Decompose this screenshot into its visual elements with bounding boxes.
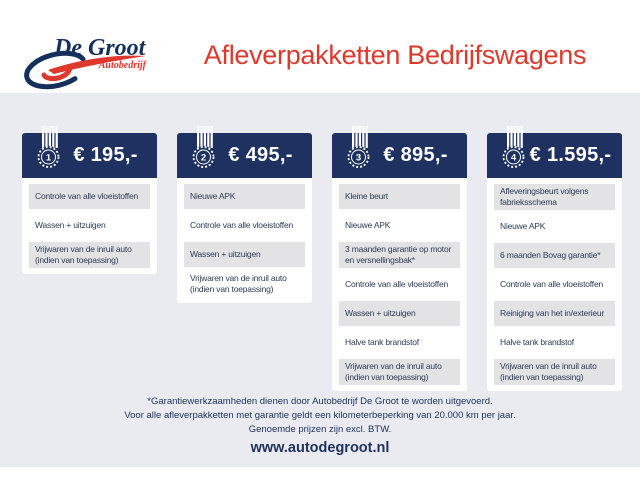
medal-icon	[498, 126, 532, 178]
package-item	[339, 213, 460, 238]
website-link[interactable]: www.autodegroot.nl	[250, 440, 390, 456]
page-title: Afleverpakketten Bedrijfswagens	[203, 40, 587, 70]
medal-ribbon	[352, 126, 368, 148]
package-item-label: Controle van alle vloeistoffen	[35, 191, 138, 201]
package-item	[339, 272, 460, 297]
brand-subtitle: Autobedrijf	[98, 60, 146, 71]
package-item-label: Reiniging van het in/exterieur	[500, 308, 605, 318]
package-item-label: Halve tank brandstof	[500, 337, 574, 347]
package-items	[494, 184, 615, 385]
medal-ribbon	[197, 126, 213, 148]
package-item	[339, 242, 460, 268]
package-item-label: Nieuwe APK	[190, 191, 236, 201]
package-card	[487, 133, 622, 391]
package-item-label: Controle van alle vloeistoffen	[345, 279, 448, 289]
package-item	[29, 213, 150, 238]
package-item	[29, 184, 150, 209]
package-item-label: Wassen + uitzuigen	[190, 249, 261, 259]
package-item-label: Vrijwaren van de inruil auto (indien van toepassing)	[35, 244, 132, 265]
package-number: 2	[200, 152, 207, 164]
package-number: 4	[510, 152, 517, 164]
medal-icon	[188, 126, 222, 178]
footer-note: *Garantiewerkzaamheden dienen door Autobedrijf De Groot te worden uitgevoerd.	[147, 396, 493, 407]
package-item	[339, 359, 460, 385]
package-number: 3	[355, 152, 362, 164]
package-card-header	[22, 133, 157, 178]
package-item-label: Kleine beurt	[345, 191, 388, 201]
package-card	[177, 133, 312, 303]
package-item	[184, 242, 305, 267]
package-item-label: Vrijwaren van de inruil auto (indien van toepassing)	[190, 273, 287, 294]
package-card-header	[332, 133, 467, 178]
package-item	[339, 184, 460, 209]
footer-notes	[20, 395, 620, 437]
package-item-label: Controle van alle vloeistoffen	[500, 279, 603, 289]
package-card-header	[177, 133, 312, 178]
medal-icon	[343, 126, 377, 178]
package-item	[184, 271, 305, 297]
package-item-label: Afleveringsbeurt volgens fabrieksschema	[500, 186, 589, 207]
package-item	[184, 213, 305, 238]
brand-logo	[20, 24, 162, 90]
package-item-label: Nieuwe APK	[500, 221, 546, 231]
package-item-label: 3 maanden garantie op motor en versnellingsbak*	[345, 244, 452, 265]
package-item	[184, 184, 305, 209]
package-item	[494, 330, 615, 355]
medal-ribbon	[507, 126, 523, 148]
package-item-label: Vrijwaren van de inruil auto (indien van toepassing)	[500, 361, 597, 382]
package-item-label: Nieuwe APK	[345, 220, 391, 230]
package-card-header	[487, 133, 622, 178]
package-item	[494, 359, 615, 385]
package-item	[339, 330, 460, 355]
package-item-label: Wassen + uitzuigen	[345, 308, 416, 318]
medal-icon	[33, 126, 67, 178]
package-item	[29, 242, 150, 268]
package-price: € 895,-	[383, 144, 448, 166]
package-items	[339, 184, 460, 385]
package-item-label: Wassen + uitzuigen	[35, 220, 106, 230]
medal-ribbon	[42, 126, 58, 148]
package-card	[22, 133, 157, 274]
package-number: 1	[45, 152, 52, 164]
package-item	[494, 184, 615, 210]
footer-note: Voor alle afleverpakketten met garantie geldt een kilometerbeperking van 20.000 km per jaar.	[124, 410, 516, 421]
package-items	[29, 184, 150, 268]
brand-name: De Groot	[54, 35, 146, 61]
package-price: € 195,-	[73, 144, 138, 166]
package-item	[339, 301, 460, 326]
package-item-label: Controle van alle vloeistoffen	[190, 220, 293, 230]
package-item-label: Halve tank brandstof	[345, 337, 419, 347]
package-item-label: Vrijwaren van de inruil auto (indien van toepassing)	[345, 361, 442, 382]
package-item	[494, 301, 615, 326]
package-item-label: 6 maanden Bovag garantie*	[500, 250, 601, 260]
package-item	[494, 214, 615, 239]
package-item	[494, 272, 615, 297]
degroot-logo-icon	[20, 24, 162, 90]
package-price: € 1.595,-	[529, 144, 612, 166]
package-card	[332, 133, 467, 391]
package-item	[494, 243, 615, 268]
package-price: € 495,-	[228, 144, 293, 166]
footer-note: Genoemde prijzen zijn excl. BTW.	[248, 424, 392, 435]
package-items	[184, 184, 305, 297]
